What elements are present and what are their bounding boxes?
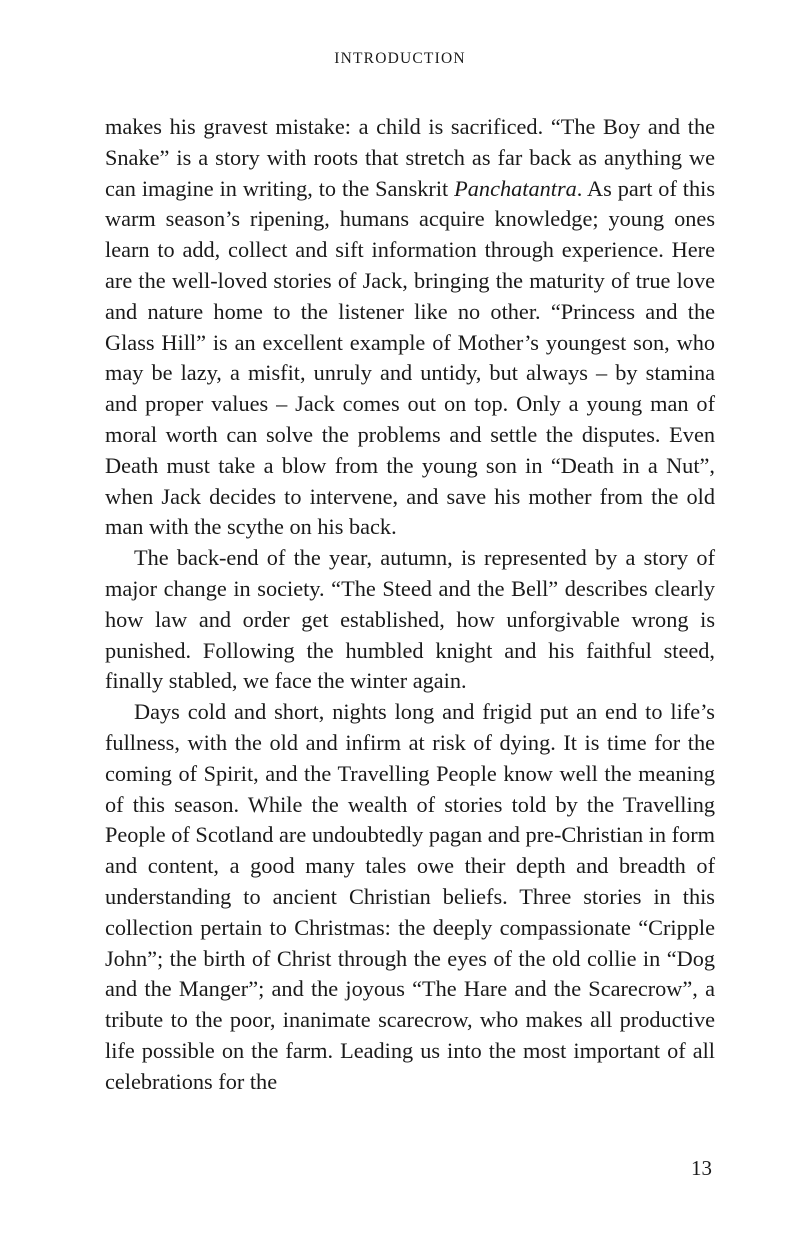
body-text <box>105 112 715 1098</box>
paragraph-text: . As part of this warm season’s ripening, humans acquire knowledge; young ones learn to add, collect and sift information through experience. Here are the well-loved stories of Jack, bringing the maturity of true love and nature home to the listener like no other. “Princess and the Glass Hill” is an excellent example of Mother’s youngest son, who may be lazy, a misfit, unruly and untidy, but always – by stamina and proper values – Jack comes out on top. Only a young man of moral worth can solve the problems and settle the disputes. Even Death must take a blow from the young son in “Death in a Nut”, when Jack decides to intervene, and save his mother from the old man with the scythe on his back. <box>105 175 716 540</box>
paragraph-winter: Days cold and short, nights long and frigid put an end to life’s fullness, with the old and infirm at risk of dying. It is time for the coming of Spirit, and the Travelling People know well the meaning of this season. While the wealth of stories told by the Travelling People of Scotland are undoubtedly pagan and pre-Christian in form and content, a good many tales owe their depth and breadth of understanding to ancient Christian beliefs. Three stories in this collection pertain to Christmas: the deeply compassionate “Cripple John”; the birth of Christ through the eyes of the old collie in “Dog and the Manger”; and the joyous “The Hare and the Scarecrow”, a tribute to the poor, inanimate scarecrow, who makes all productive life possible on the farm. Leading us into the most important of all celebrations for the <box>105 699 715 1094</box>
page-number: 13 <box>691 1156 712 1180</box>
paragraph-text: makes his gravest mistake: a child is sacrificed. “The Boy and the Snake” is a story with roots that stretch as far back as anything we can imagine in writing, to the Sanskrit <box>105 114 715 201</box>
paragraph-autumn: The back-end of the year, autumn, is represented by a story of major change in society. “The Steed and the Bell” describes clearly how law and order get established, how unforgivable wrong is punished. Following the humbled knight and his faithful steed, finally stabled, we face the winter again. <box>105 545 715 694</box>
running-head: INTRODUCTION <box>334 50 466 67</box>
book-title-italic: Panchatantra <box>454 175 577 201</box>
paragraph-continued <box>105 112 715 543</box>
